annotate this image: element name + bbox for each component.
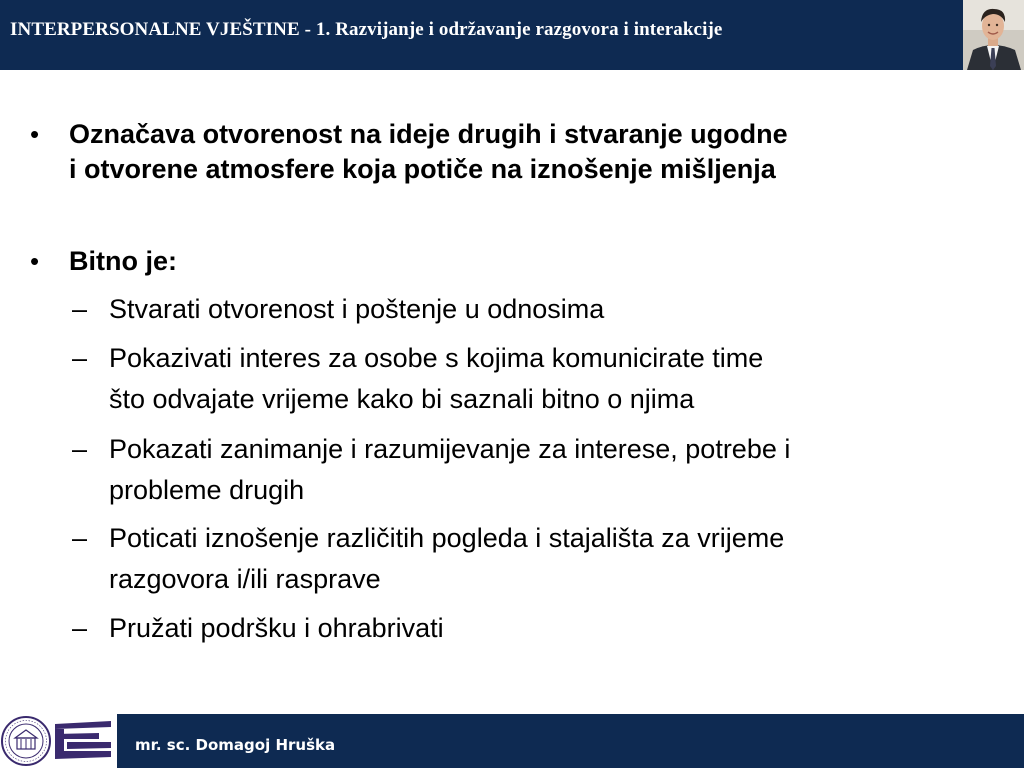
bullet-marker: •	[30, 119, 40, 149]
subitem-3-line2: probleme drugih	[109, 475, 305, 505]
footer-author: mr. sc. Domagoj Hruška	[135, 736, 336, 754]
subitem-3-line1: Pokazati zanimanje i razumijevanje za interese, potrebe i	[109, 434, 791, 464]
dash-marker: –	[72, 613, 88, 643]
subitem-2-line2: što odvajate vrijeme kako bi saznali bitno o njima	[109, 384, 695, 414]
dash-marker: –	[72, 434, 88, 464]
seal-svg	[0, 714, 52, 768]
subitem-4-line1: Poticati iznošenje različitih pogleda i stajališta za vrijeme	[109, 523, 785, 553]
bullet2-label: Bitno je:	[69, 246, 177, 276]
bullet-marker: •	[30, 246, 40, 276]
bullet1-line2: i otvorene atmosfere koja potiče na iznošenje mišljenja	[69, 154, 776, 184]
faculty-logo-icon	[53, 718, 113, 760]
dash-marker: –	[72, 294, 88, 324]
university-seal-icon	[0, 714, 52, 768]
subitem-2-line1: Pokazivati interes za osobe s kojima komunicirate time	[109, 343, 764, 373]
subitem-4-line2: razgovora i/ili rasprave	[109, 564, 381, 594]
slide-title: INTERPERSONALNE VJEŠTINE - 1. Razvijanje i održavanje razgovora i interakcije	[10, 19, 723, 40]
dash-marker: –	[72, 523, 88, 553]
faculty-logo-svg	[53, 718, 113, 760]
subitem-1-line1: Stvarati otvorenost i poštenje u odnosima	[109, 294, 605, 324]
subitem-5-line1: Pružati podršku i ohrabrivati	[109, 613, 444, 643]
dash-marker: –	[72, 343, 88, 373]
bullet1-line1: Označava otvorenost na ideje drugih i stvaranje ugodne	[69, 119, 788, 149]
